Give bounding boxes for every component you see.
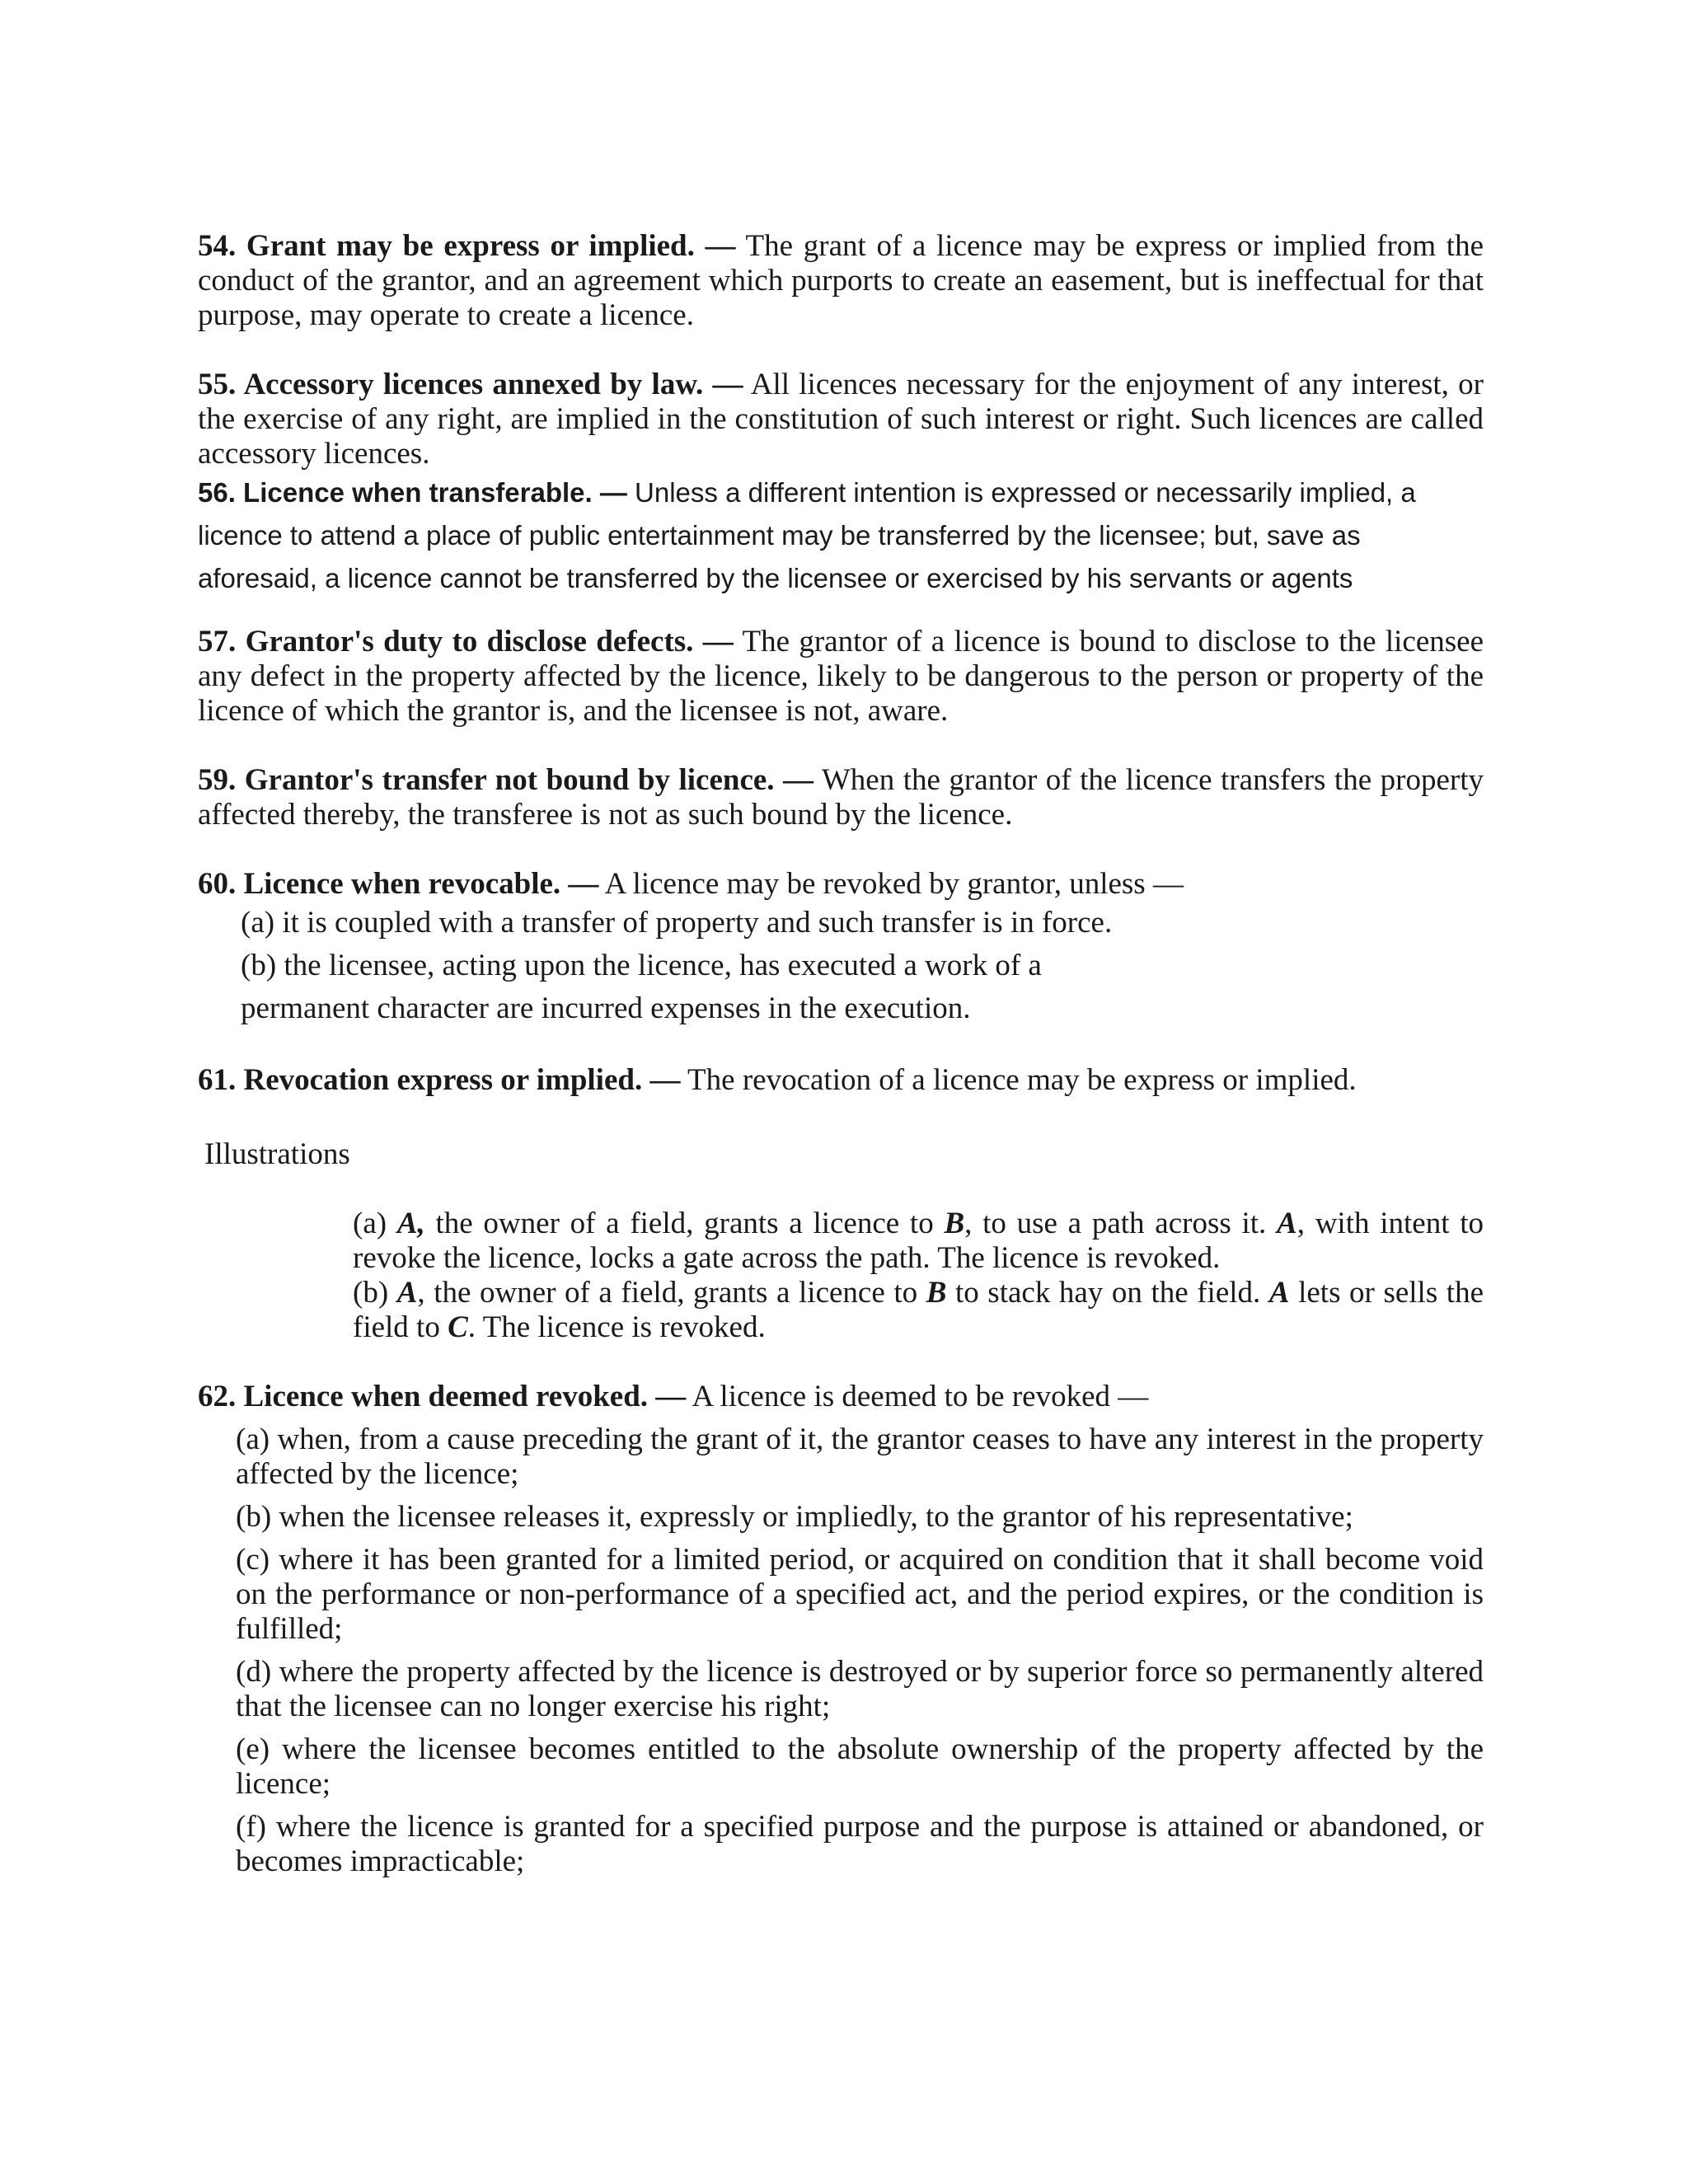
section-55: [198, 368, 1484, 471]
illustration-b-prefix: (b): [353, 1276, 397, 1310]
section-60-heading: 60. Licence when revocable. —: [198, 867, 599, 901]
illustration-b: [353, 1276, 1484, 1345]
section-59-text: When the grantor of the licence transfers the property affected thereby, the transferee is not as such bound by the licence.: [198, 763, 1484, 832]
party-b-name: B: [926, 1276, 947, 1310]
section-54: [198, 229, 1484, 333]
illustration-a: [353, 1207, 1484, 1276]
party-a-name: A,: [396, 1207, 425, 1240]
section-59-heading: 59. Grantor's transfer not bound by licence. —: [198, 763, 814, 797]
section-62: [198, 1380, 1484, 1414]
illustration-a-text-2: , to use a path across it.: [964, 1207, 1278, 1240]
illustration-b-text-4: . The licence is revoked.: [467, 1310, 766, 1344]
section-57-heading: 57. Grantor's duty to disclose defects. —: [198, 625, 734, 658]
section-56: [198, 471, 1484, 600]
party-a-name: A: [1268, 1276, 1290, 1310]
section-60-item-b: (b) the licensee, acting upon the licence, has executed a work of a: [241, 949, 1042, 982]
illustration-a-text-1: the owner of a field, grants a licence to: [424, 1207, 945, 1240]
section-55-text: All licences necessary for the enjoyment of any interest, or the exercise of any right, are implied in the constitution of such interest or right. Such licences are called accessory licences.: [198, 368, 1484, 471]
document-page: [198, 229, 1484, 1879]
section-60-item-a: (a) it is coupled with a transfer of property and such transfer is in force.: [241, 906, 1113, 940]
section-61: [198, 1063, 1484, 1098]
illustration-b-text-3: lets or sells the field to: [353, 1276, 1484, 1344]
illustration-b-text-1: , the owner of a field, grants a licence to: [417, 1276, 926, 1310]
illustrations-block: [353, 1207, 1484, 1345]
party-a-name: A: [1277, 1207, 1297, 1240]
illustration-b-text-2: to stack hay on the field.: [946, 1276, 1269, 1310]
section-56-text: Unless a different intention is expressed or necessarily implied, a licence to attend a place of public entertainment may be transferred by the licensee; but, save as aforesaid, a licence cannot be transferred by the licensee or exercised by his servants or agents: [198, 477, 1416, 593]
section-59: [198, 763, 1484, 832]
section-62-heading: 62. Licence when deemed revoked. —: [198, 1380, 687, 1413]
section-62-item-c: (c) where it has been granted for a limited period, or acquired on condition that it shall become void on the performance or non-performance of a specified act, and the period expires, or the condition is fulfilled;: [236, 1543, 1484, 1646]
illustration-a-prefix: (a): [353, 1207, 397, 1240]
section-60: [198, 867, 1484, 902]
party-a-name: A: [396, 1276, 418, 1310]
section-57-text: The grantor of a licence is bound to disclose to the licensee any defect in the property affected by the licence, likely to be dangerous to the person or property of the licence of which the grantor is, and the licensee is not, aware.: [198, 625, 1484, 728]
section-54-text: The grant of a licence may be express or implied from the conduct of the grantor, and an agreement which purports to create an easement, but is ineffectual for that purpose, may operate to create a licence.: [198, 229, 1484, 332]
section-61-text: The revocation of a licence may be express or implied.: [680, 1063, 1357, 1097]
section-55-heading: 55. Accessory licences annexed by law. —: [198, 368, 743, 401]
section-62-item-e: (e) where the licensee becomes entitled to the absolute ownership of the property affected by the licence;: [236, 1732, 1484, 1801]
section-57: [198, 625, 1484, 729]
section-62-item-d: (d) where the property affected by the licence is destroyed or by superior force so permanently altered that the licensee can no longer exercise his right;: [236, 1655, 1484, 1723]
section-62-item-f: (f) where the licence is granted for a specified purpose and the purpose is attained or abandoned, or becomes impracticable;: [236, 1810, 1484, 1878]
party-c-name: C: [448, 1310, 468, 1344]
section-62-item-b: (b) when the licensee releases it, expressly or impliedly, to the grantor of his representative;: [236, 1500, 1353, 1534]
section-54-heading: 54. Grant may be express or implied. —: [198, 229, 736, 263]
section-61-heading: 61. Revocation express or implied. —: [198, 1063, 681, 1097]
illustration-a-text-3: , with intent to revoke the licence, locks a gate across the path. The licence is revoked.: [353, 1207, 1484, 1275]
illustrations-label: Illustrations: [204, 1137, 350, 1171]
section-60-text: A licence may be revoked by grantor, unless —: [598, 867, 1184, 901]
section-60-item-b-continued: permanent character are incurred expenses in the execution.: [241, 991, 971, 1025]
party-b-name: B: [944, 1207, 965, 1240]
section-62-item-a: (a) when, from a cause preceding the grant of it, the grantor ceases to have any interest in the property affected by the licence;: [236, 1422, 1484, 1491]
section-62-text: A licence is deemed to be revoked —: [686, 1380, 1149, 1413]
section-56-heading: 56. Licence when transferable. —: [198, 477, 627, 508]
